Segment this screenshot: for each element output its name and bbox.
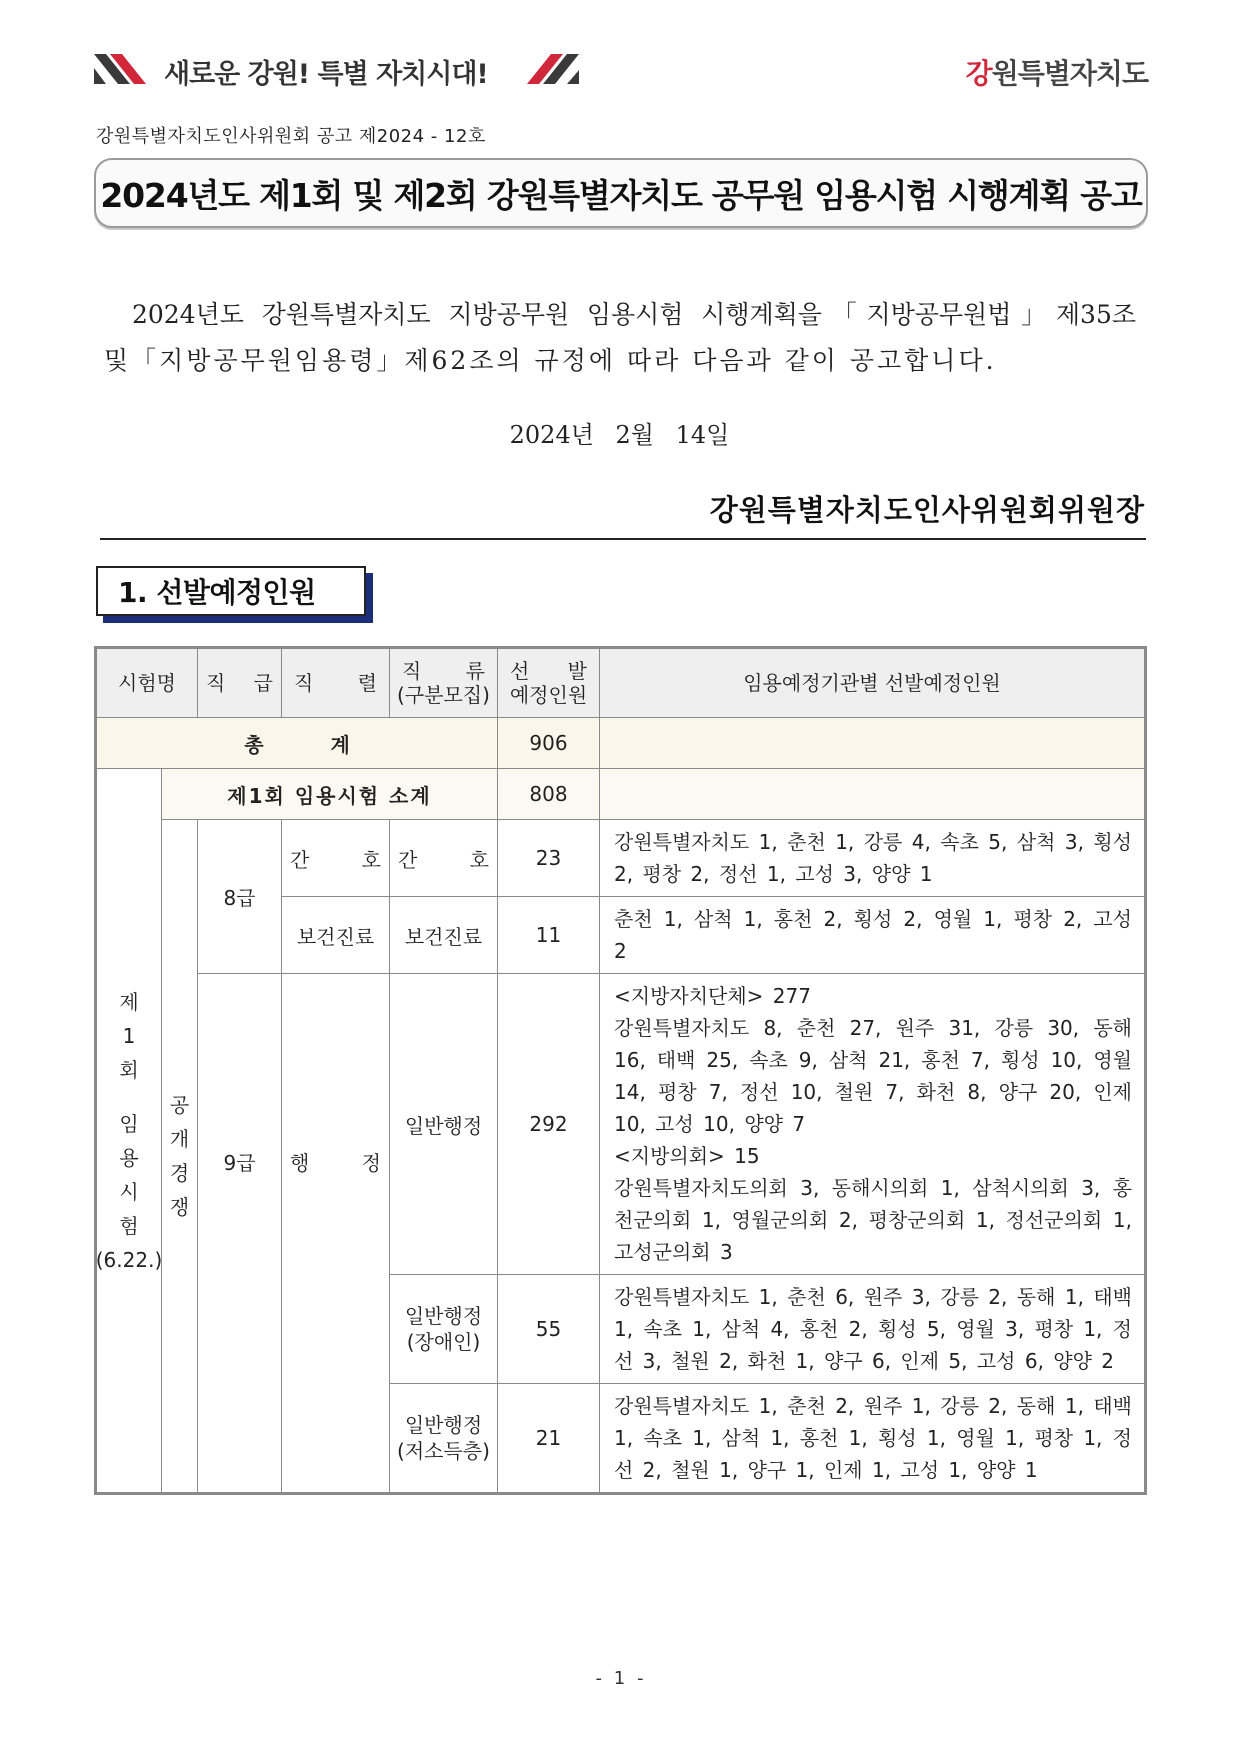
category-nursing: 간 호 — [390, 820, 498, 897]
exam-name-char: 1 — [122, 1023, 136, 1048]
exam-date: (6.22.) — [95, 1247, 163, 1272]
subtotal-value: 808 — [498, 769, 600, 820]
count-low-income: 21 — [498, 1384, 600, 1494]
count-general-admin: 292 — [498, 974, 600, 1275]
series-nursing: 간 호 — [282, 820, 390, 897]
agencies-nursing: 강원특별자치도 1, 춘천 1, 강릉 4, 속초 5, 삼척 3, 횡성 2, 평창 2, 정선 1, 고성 3, 양양 1 — [600, 820, 1146, 897]
subtotal-agency — [600, 769, 1146, 820]
exam-name-char: 험 — [119, 1213, 139, 1238]
recruit-type-char: 공 — [169, 1093, 190, 1117]
local-gov-heading: <지방자치단체> 277 — [614, 984, 811, 1008]
category-low-income: 일반행정 (저소득층) — [390, 1384, 498, 1494]
table-row — [96, 820, 1146, 897]
local-gov-list: 강원특별자치도 8, 춘천 27, 원주 31, 강릉 30, 동해 16, 태백 25, 속초 9, 삼척 21, 홍천 7, 횡성 10, 영월 14, 평창 7, 정선 10, 철원 7, 화천 8, 양구 20, 인제 10, 고성 10, 양양 7 — [614, 1016, 1132, 1136]
total-value: 906 — [498, 718, 600, 769]
exam-name-char: 시 — [119, 1179, 139, 1204]
recruitment-table — [94, 646, 1147, 1495]
title-box — [94, 158, 1148, 228]
agencies-health: 춘천 1, 삼척 1, 홍천 2, 횡성 2, 영월 1, 평창 2, 고성 2 — [600, 897, 1146, 974]
page-number: - 1 - — [595, 1668, 644, 1689]
council-list: 강원특별자치도의회 3, 동해시의회 1, 삼척시의회 3, 홍천군의회 1, 영월군의회 2, 평창군의회 1, 정선군의회 1, 고성군의회 3 — [614, 1176, 1132, 1264]
stripes-logo-right — [521, 54, 579, 84]
council-heading: <지방의회> 15 — [614, 1144, 760, 1168]
notice-date: 2024년 2월 14일 — [509, 421, 730, 449]
header-grade: 직 급 — [198, 648, 282, 718]
section-title: 1. 선발예정인원 — [118, 576, 316, 609]
grade-8: 8급 — [198, 820, 282, 974]
slogan: 새로운 강원! 특별 자치시대! — [164, 59, 488, 90]
exam-name — [97, 985, 161, 1277]
exam-name-char: 임 — [119, 1111, 139, 1136]
exam-name-char: 회 — [119, 1057, 139, 1082]
agencies-low-income: 강원특별자치도 1, 춘천 2, 원주 1, 강릉 2, 동해 1, 태백 1, 속초 1, 삼척 1, 홍천 1, 횡성 1, 영월 1, 평창 1, 정선 2, 철원 1, 양구 1, 인제 1, 고성 1, 양양 1 — [600, 1384, 1146, 1494]
section-heading — [96, 566, 366, 616]
header-exam: 시험명 — [96, 648, 198, 718]
category-general-admin: 일반행정 — [390, 974, 498, 1275]
agencies-general-admin — [600, 974, 1146, 1275]
series-admin: 행 정 — [282, 974, 390, 1494]
header-series: 직 렬 — [282, 648, 390, 718]
header-planned: 선 발 예정인원 — [498, 648, 600, 718]
header-by-agency: 임용예정기관별 선발예정인원 — [600, 648, 1146, 718]
category-health: 보건진료 — [390, 897, 498, 974]
series-health: 보건진료 — [282, 897, 390, 974]
intro-line-1: 2024년도 강원특별자치도 지방공무원 임용시험 시행계획을「지방공무원법」제35조 — [132, 300, 1136, 329]
recruit-type-char: 개 — [169, 1127, 190, 1151]
subtotal-row — [96, 769, 1146, 820]
count-disabled: 55 — [498, 1275, 600, 1384]
exam-name-char: 제 — [119, 989, 139, 1014]
header-banner — [94, 48, 1148, 92]
exam-name-cell — [96, 769, 162, 1494]
intro-line-2: 및「지방공무원임용령」제62조의 규정에 따라 다음과 같이 공고합니다. — [104, 346, 997, 375]
agencies-disabled: 강원특별자치도 1, 춘천 6, 원주 3, 강릉 2, 동해 1, 태백 1, 속초 1, 삼척 4, 홍천 2, 횡성 5, 영월 3, 평창 1, 정선 3, 철원 2, 화천 1, 양구 6, 인제 5, 고성 6, 양양 2 — [600, 1275, 1146, 1384]
org-logo — [966, 52, 1148, 92]
exam-name-char: 용 — [119, 1145, 139, 1170]
total-row — [96, 718, 1146, 769]
category-disabled: 일반행정 (장애인) — [390, 1275, 498, 1384]
recruit-type-char: 쟁 — [169, 1195, 190, 1219]
page-title: 2024년도 제1회 및 제2회 강원특별자치도 공무원 임용시험 시행계획 공고 — [100, 175, 1142, 215]
org-logo-accent: 강 — [965, 57, 992, 90]
count-nursing: 23 — [498, 820, 600, 897]
table-header-row — [96, 648, 1146, 718]
total-label: 총 계 — [96, 718, 498, 769]
notice-number: 강원특별자치도인사위원회 공고 제2024 - 12호 — [96, 126, 486, 147]
recruit-type — [162, 1088, 197, 1224]
subtotal-label: 제1회 임용시험 소계 — [162, 769, 498, 820]
recruit-type-cell — [162, 820, 198, 1494]
intro-paragraph — [104, 292, 1136, 384]
divider — [100, 538, 1146, 540]
count-health: 11 — [498, 897, 600, 974]
total-agency — [600, 718, 1146, 769]
grade-9: 9급 — [198, 974, 282, 1494]
stripes-logo-left — [94, 54, 152, 84]
signer: 강원특별자치도인사위원회위원장 — [709, 493, 1145, 527]
org-logo-text: 원특별자치도 — [991, 57, 1148, 90]
table-row — [96, 974, 1146, 1275]
recruit-type-char: 경 — [169, 1161, 190, 1185]
header-category: 직 류 (구분모집) — [390, 648, 498, 718]
